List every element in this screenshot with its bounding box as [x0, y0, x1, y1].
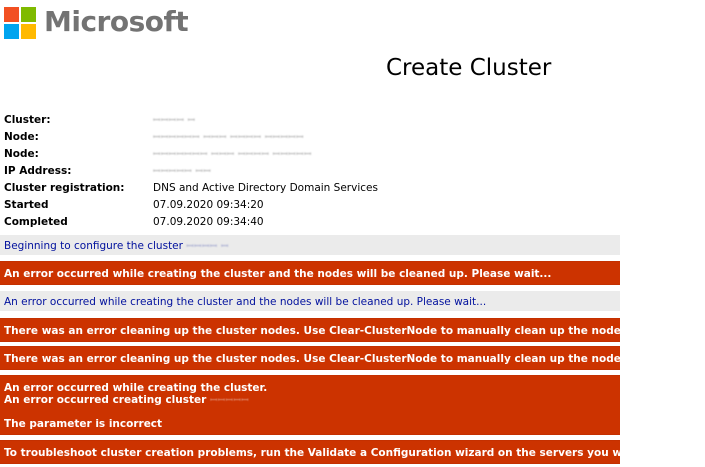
log-message-text: There was an error cleaning up the cluster nodes. Use Clear-ClusterNode to manually clean up the nodes. [4, 353, 632, 365]
cluster-details [4, 112, 604, 231]
log-message-error [0, 261, 620, 285]
redacted-value: ꟷꟷꟷꟷꟷꟷ ꟷꟷꟷ ꟷꟷꟷꟷ ꟷꟷꟷꟷꟷ [153, 133, 304, 143]
detail-row-node-1 [4, 129, 604, 146]
detail-value [153, 146, 312, 164]
page-title: Create Cluster [386, 55, 552, 81]
log-message-error [0, 318, 632, 342]
detail-label: IP Address: [4, 165, 72, 177]
log-message-text: An error occurred while creating the cluster and the nodes will be cleaned up. Please wait... [4, 268, 552, 280]
log-message-text: To troubleshoot cluster creation problems, run the Validate a Configuration wizard on the servers you want to cluster. [4, 447, 705, 459]
logo-square-green [21, 7, 36, 22]
detail-value [153, 112, 196, 130]
redacted-value: ꟷꟷꟷꟷꟷꟷꟷ ꟷꟷꟷ ꟷꟷꟷꟷ ꟷꟷꟷꟷꟷ [153, 150, 312, 160]
detail-row-ip-address [4, 163, 604, 180]
detail-row-node-2 [4, 146, 604, 163]
detail-label: Node: [4, 131, 39, 143]
detail-label: Cluster: [4, 114, 51, 126]
log-message-info [0, 234, 620, 256]
detail-label: Completed [4, 216, 68, 228]
logo-square-yellow [21, 24, 36, 39]
detail-label: Started [4, 199, 49, 211]
detail-label: Node: [4, 148, 39, 160]
redacted-value: ꟷꟷꟷꟷ ꟷ [153, 116, 196, 126]
log-message-text: An error occurred creating cluster [4, 394, 207, 406]
brand-text: Microsoft [44, 5, 189, 38]
detail-value [153, 129, 304, 147]
redacted-value: ꟷꟷꟷꟷ ꟷ [186, 242, 229, 252]
logo-square-red [4, 7, 19, 22]
redacted-value: ꟷꟷꟷꟷꟷ ꟷꟷ [153, 167, 212, 177]
log-message-text: There was an error cleaning up the cluster nodes. Use Clear-ClusterNode to manually clean up the nodes. [4, 325, 632, 337]
detail-row-cluster [4, 112, 604, 129]
detail-label: Cluster registration: [4, 182, 125, 194]
log-message-error [0, 346, 632, 370]
detail-row-completed [4, 214, 604, 231]
redacted-value: ꟷꟷꟷꟷꟷ [209, 396, 250, 406]
log-message-text: The parameter is incorrect [4, 418, 163, 430]
log-message-error [0, 440, 705, 464]
detail-value: 07.09.2020 09:34:40 [153, 216, 264, 228]
log-message-text: An error occurred while creating the cluster. [4, 382, 268, 394]
detail-value [153, 163, 211, 181]
log-message-info [0, 290, 620, 312]
log-message-text: An error occurred while creating the cluster and the nodes will be cleaned up. Please wait... [4, 296, 487, 308]
detail-row-registration [4, 180, 604, 197]
detail-row-started [4, 197, 604, 214]
log-message-error-detail [0, 375, 620, 435]
logo-square-blue [4, 24, 19, 39]
detail-value: DNS and Active Directory Domain Services [153, 182, 378, 194]
log-message-text: Beginning to configure the cluster [4, 240, 183, 252]
detail-value: 07.09.2020 09:34:20 [153, 199, 264, 211]
windows-logo-icon [4, 7, 36, 39]
